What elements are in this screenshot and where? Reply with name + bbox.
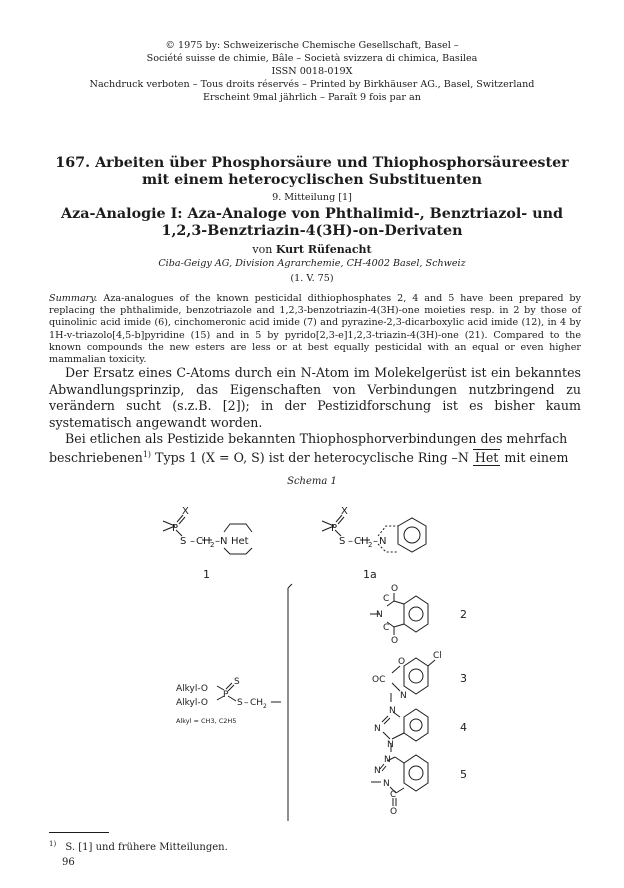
rights-line: Nachdruck verboten – Tous droits réservés – Printed by Birkhäuser AG., Basel, Switzerland	[89, 79, 535, 90]
compound-3-label: 3	[460, 672, 467, 685]
c1a-atom-ch: CH	[354, 536, 369, 547]
footnote-mark: 1)	[49, 840, 57, 848]
compound-2-label: 2	[460, 608, 467, 621]
footnote-rule	[49, 832, 109, 833]
c1a-dash: –	[348, 536, 353, 547]
received-date: (1. V. 75)	[290, 273, 334, 284]
c5-atom-c: C	[390, 790, 397, 800]
frequency-line: Erscheint 9mal jährlich – Paraît 9 fois par an	[203, 92, 421, 103]
body-paragraph-1: Der Ersatz eines C-Atoms durch ein N-Atom im Molekelgerüst ist ein bekanntes Abwandlungsprinzip, das Eigenschaften von Verbindungen nutzbringend zu verändern sucht (s.z.B. [2]); in der Pestizidforschung ist es bisher kaum systematisch angewandt worden.	[49, 365, 581, 430]
c1a-atom-sub2: 2	[368, 541, 373, 549]
c2-atom-n: N	[376, 610, 383, 620]
compound-5-structure	[371, 755, 428, 806]
c2-atom-c-bottom: C	[383, 623, 390, 633]
footnote	[49, 838, 228, 854]
c1a-dash2: –	[373, 536, 378, 547]
c3-atom-o: O	[398, 657, 406, 667]
body-paragraph-2-line-2	[49, 447, 581, 467]
body-paragraph-2-line-1: Bei etlichen als Pestizide bekannten Thiophosphorverbindungen des mehrfach	[65, 431, 568, 446]
reagent-alkyl-o-1: Alkyl-O	[176, 684, 208, 694]
reagent-atom-sub2: 2	[263, 703, 267, 710]
para2-text-c: mit einem	[504, 450, 569, 466]
copyright-line: © 1975 by: Schweizerische Chemische Gesellschaft, Basel –	[165, 40, 459, 51]
c1a-atom-p: P	[331, 523, 338, 534]
author-by: von	[252, 243, 273, 256]
society-line: Société suisse de chimie, Bâle – Società svizzera di chimica, Basilea	[146, 53, 478, 64]
c2-atom-c-top: C	[383, 594, 390, 604]
c1-atom-het: Het	[231, 536, 249, 547]
article-title-line-1: 167. Arbeiten über Phosphorsäure und Thiophosphorsäureester	[55, 155, 569, 171]
page-number: 96	[62, 857, 75, 868]
reagent-dash: –	[244, 698, 249, 708]
c4-atom-n-bottom: N	[387, 740, 394, 750]
author-line	[0, 243, 624, 256]
het-ring-symbol: Het	[474, 450, 499, 466]
issn-line: ISSN 0018-019X	[271, 66, 353, 77]
article-title-line-2: mit einem heterocyclischen Substituenten	[141, 172, 483, 188]
c1-atom-n: N	[220, 536, 228, 547]
scheme-title: Schema 1	[287, 476, 337, 487]
affiliation: Ciba-Geigy AG, Division Agrarchemie, CH-4002 Basel, Schweiz	[158, 258, 466, 269]
c1-atom-ch: CH	[196, 536, 211, 547]
footnote-text: S. [1] und frühere Mitteilungen.	[65, 842, 228, 854]
compound-1a-label: 1a	[363, 568, 377, 581]
reagent-alkyl-o-2: Alkyl-O	[176, 698, 208, 708]
reagent-atom-s: S	[237, 698, 243, 708]
c5-atom-o: O	[390, 807, 398, 817]
c1a-atom-s: S	[339, 536, 346, 547]
part-number: 9. Mitteilung [1]	[272, 192, 352, 203]
summary-label: Summary.	[49, 293, 98, 304]
para2-text-b: Typs 1 (X = O, S) ist der heterocyclische Ring –N	[155, 450, 469, 466]
compound-1-label: 1	[203, 568, 210, 581]
c5-atom-n-top: N	[384, 755, 391, 765]
subtitle-line-1: Aza-Analogie I: Aza-Analoge von Phthalimid-, Benztriazol- und	[60, 206, 563, 222]
c1-dash: –	[190, 536, 195, 547]
reagent-atom-s-top: S	[234, 677, 240, 687]
reagent-alkyl-legend: Alkyl = CH3, C2H5	[176, 717, 237, 725]
c1-atom-sub2: 2	[210, 541, 215, 549]
c1-dash2: –	[215, 536, 220, 547]
summary	[49, 293, 581, 366]
footnote-marker: 1)	[142, 450, 152, 459]
c3-atom-oc: OC	[372, 675, 386, 685]
summary-text: Aza-analogues of the known pesticidal dithiophosphates 2, 4 and 5 have been prepared by replacing the phthalimide, benzotriazole and 1,2,3-benzotriazin-4(3H)-one moieties resp. in 2 by those of quinolinic acid imide (6), cinchomeronic acid imide (7) and pyrazine-2,3-dicarboxylic acid imide (12), in 4 by 1H-v-triazolo[4,5-b]pyridine (15) and in 5 by pyrido[2,3-e]1,2,3-triazin-4(3H)-one (21). Compared to the known compounds the new esters are less or at best equally pesticidal with an equal or even higher mammalian toxicity.	[49, 293, 581, 366]
c5-atom-n-mid: N	[374, 766, 381, 776]
reagent-atom-p: P	[223, 690, 229, 700]
c5-atom-n-bottom: N	[383, 779, 390, 789]
scheme-1-drawing	[0, 488, 624, 828]
c1-atom-p: P	[172, 523, 179, 534]
c1-atom-x: X	[182, 506, 189, 517]
c3-atom-cl: Cl	[433, 651, 442, 661]
c1-atom-s: S	[180, 536, 187, 547]
para2-text-a: beschriebenen	[49, 450, 143, 466]
author-name: Kurt Rüfenacht	[275, 243, 372, 256]
compound-1-structure	[163, 515, 252, 554]
c1a-atom-n: N	[379, 536, 387, 547]
c2-atom-o-bottom: O	[391, 636, 399, 646]
reagent-atom-ch: CH	[250, 698, 264, 708]
c3-atom-n: N	[400, 691, 407, 701]
compound-4-label: 4	[460, 721, 467, 734]
subtitle-line-2: 1,2,3-Benztriazin-4(3H)-on-Derivaten	[161, 223, 463, 239]
c2-atom-o-top: O	[391, 584, 399, 594]
c1a-atom-x: X	[341, 506, 348, 517]
compound-5-label: 5	[460, 768, 467, 781]
c4-atom-n-top: N	[389, 706, 396, 716]
c4-atom-n-mid: N	[374, 724, 381, 734]
